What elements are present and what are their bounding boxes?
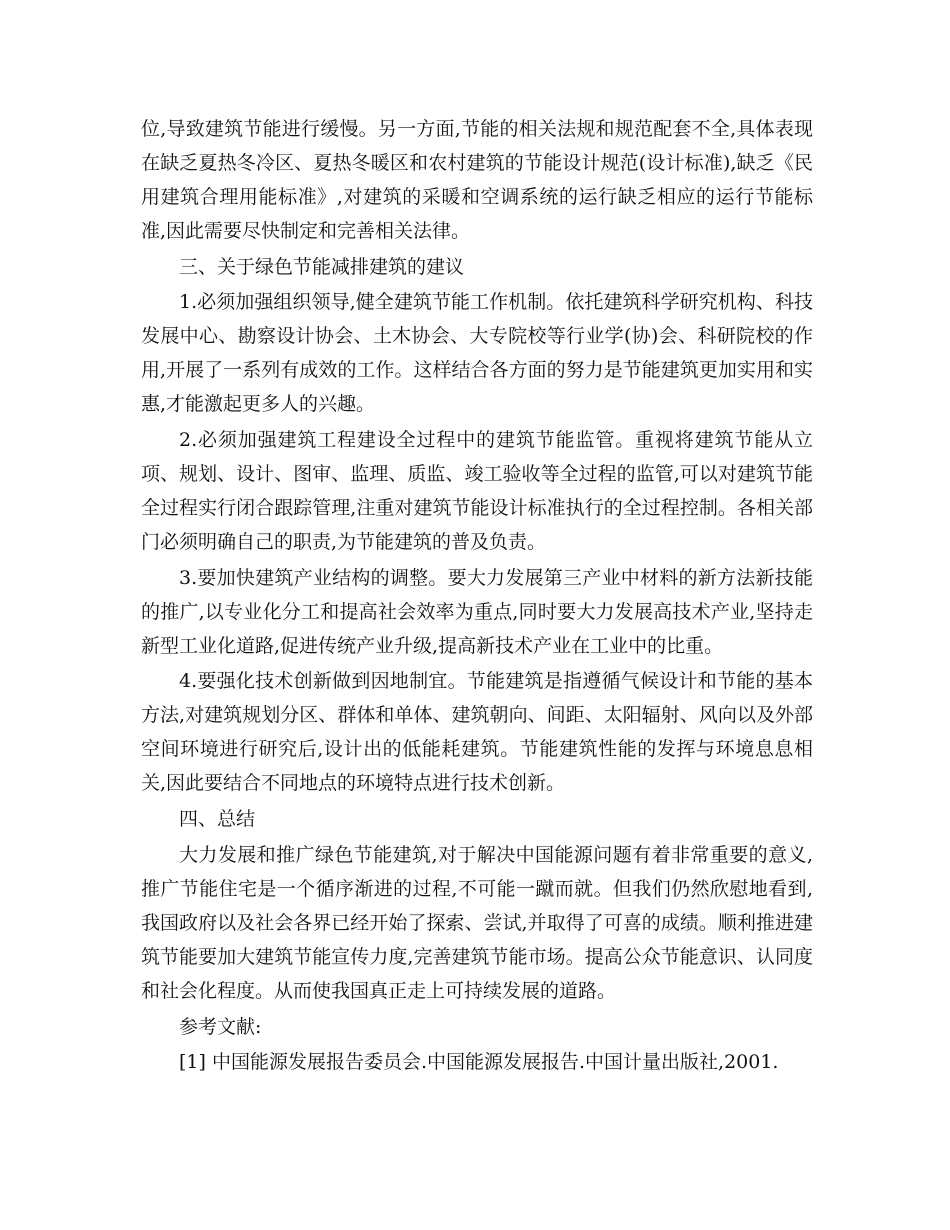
section-heading-4: 四、总结 bbox=[179, 808, 256, 831]
paragraph-item-2: 2.必须加强建筑工程建设全过程中的建筑节能监管。重视将建筑节能从立项、规划、设计、图审、监理、质监、竣工验收等全过程的监管,可以对建筑节能全过程实行闭合跟踪管理,注重对建筑节能设计标准执行的全过程控制。各相关部门必须明确自己的职责,为节能建筑的普及负责。 bbox=[141, 429, 813, 554]
paragraph-item-1: 1.必须加强组织领导,健全建筑节能工作机制。依托建筑科学研究机构、科技发展中心、勘察设计协会、土木协会、大专院校等行业学(协)会、科研院校的作用,开展了一系列有成效的工作。这样结合各方面的努力是节能建筑更加实用和实惠,才能激起更多人的兴趣。 bbox=[141, 291, 813, 416]
paragraph-summary: 大力发展和推广绿色节能建筑,对于解决中国能源问题有着非常重要的意义,推广节能住宅是一个循序渐进的过程,不可能一蹴而就。但我们仍然欣慰地看到,我国政府以及社会各界已经开始了探索、尝试,并取得了可喜的成绩。顺利推进建筑节能要加大建筑节能宣传力度,完善建筑节能市场。提高公众节能意识、认同度和社会化程度。从而使我国真正走上可持续发展的道路。 bbox=[141, 843, 813, 1002]
paragraph-continuation: 位,导致建筑节能进行缓慢。另一方面,节能的相关法规和规范配套不全,具体表现在缺乏夏热冬冷区、夏热冬暖区和农村建筑的节能设计规范(设计标准),缺乏《民用建筑合理用能标准》,对建筑的采暖和空调系统的运行缺乏相应的运行节能标准,因此需要尽快制定和完善相关法律。 bbox=[141, 118, 813, 242]
reference-item-1: [1] 中国能源发展报告委员会.中国能源发展报告.中国计量出版社,2001. bbox=[179, 1051, 779, 1074]
references-heading: 参考文献: bbox=[179, 1015, 262, 1038]
paragraph-item-3: 3.要加快建筑产业结构的调整。要大力发展第三产业中材料的新方法新技能的推广,以专业化分工和提高社会效率为重点,同时要大力发展高技术产业,坚持走新型工业化道路,促进传统产业升级,提高新技术产业在工业中的比重。 bbox=[141, 566, 813, 657]
document-page bbox=[141, 112, 813, 1079]
paragraph-item-4: 4.要强化技术创新做到因地制宜。节能建筑是指遵循气候设计和节能的基本方法,对建筑规划分区、群体和单体、建筑朝向、间距、太阳辐射、风向以及外部空间环境进行研究后,设计出的低能耗建筑。节能建筑性能的发挥与环境息息相关,因此要结合不同地点的环境特点进行技术创新。 bbox=[141, 670, 813, 795]
section-heading-3: 三、关于绿色节能减排建筑的建议 bbox=[179, 255, 465, 278]
